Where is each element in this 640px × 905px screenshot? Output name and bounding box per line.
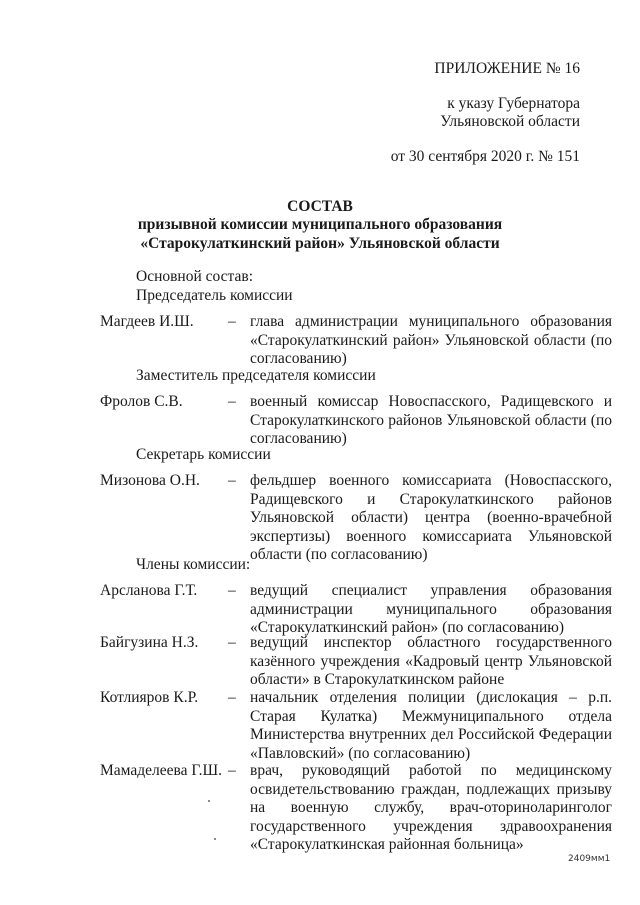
document-subtitle-line2: «Старокулаткинский район» Ульяновской области <box>140 235 500 252</box>
scan-speck <box>208 800 210 802</box>
member-name: Магдеев И.Ш. <box>100 313 194 330</box>
member-name: Арсланова Г.Т. <box>100 582 198 599</box>
section-chairman-heading: Председатель комиссии <box>136 287 293 304</box>
member-description: фельдшер военного комиссариата (Новоспасского, Радищевского и Старокулаткинского районов Ульяновской области) центра (военно-врачебной экспертизы) военного комиссариата Ульяновской области (по согласованию) <box>250 472 612 563</box>
member-description: глава администрации муниципального образования «Старокулаткинский район» Ульяновской области (по согласованию) <box>250 313 612 367</box>
member-name: Мамаделеева Г.Ш. <box>100 762 222 779</box>
section-secretary-heading: Секретарь комиссии <box>136 446 271 463</box>
section-main-heading: Основной состав: <box>136 268 254 285</box>
decree-date: от 30 сентября 2020 г. № 151 <box>390 148 580 165</box>
member-dash: – <box>228 762 236 779</box>
decree-reference-line2: Ульяновской области <box>440 113 580 130</box>
member-name: Котлияров К.Р. <box>100 689 199 706</box>
document-code: 2409мм1 <box>568 854 611 864</box>
scan-speck <box>214 838 216 840</box>
member-description: врач, руководящий работой по медицинскому освидетельствованию граждан, подлежащих призыву на военную службу, врач-оториноларинголог государственного учреждения здравоохранения «Старокулаткинская районная больница» <box>250 762 612 853</box>
member-dash: – <box>228 634 236 651</box>
member-name: Мизонова О.Н. <box>100 472 200 489</box>
member-dash: – <box>228 582 236 599</box>
member-description: начальник отделения полиции (дислокация – р.п. Старая Кулатка) Межмуниципального отдела Министерства внутренних дел Российской Федерации «Павловский» (по согласованию) <box>250 689 612 762</box>
member-name: Байгузина Н.З. <box>100 634 199 651</box>
decree-reference-line1: к указу Губернатора <box>447 95 580 112</box>
appendix-number: ПРИЛОЖЕНИЕ № 16 <box>434 60 580 77</box>
member-description: ведущий специалист управления образования администрации муниципального образования «Старокулаткинский район» (по согласованию) <box>250 582 612 636</box>
member-dash: – <box>228 393 236 410</box>
member-description: военный комиссар Новоспасского, Радищевского и Старокулаткинского районов Ульяновской области (по согласованию) <box>250 393 612 447</box>
member-dash: – <box>228 689 236 706</box>
member-description: ведущий инспектор областного государственного казённого учреждения «Кадровый центр Ульяновской области» в Старокулаткинском районе <box>250 634 612 688</box>
member-dash: – <box>228 313 236 330</box>
document-subtitle-line1: призывной комиссии муниципального образования <box>137 216 503 233</box>
section-deputy-heading: Заместитель председателя комиссии <box>136 367 376 384</box>
document-title: СОСТАВ <box>287 198 353 215</box>
section-members-heading: Члены комиссии: <box>136 556 251 573</box>
member-name: Фролов С.В. <box>100 393 183 410</box>
member-dash: – <box>228 472 236 489</box>
